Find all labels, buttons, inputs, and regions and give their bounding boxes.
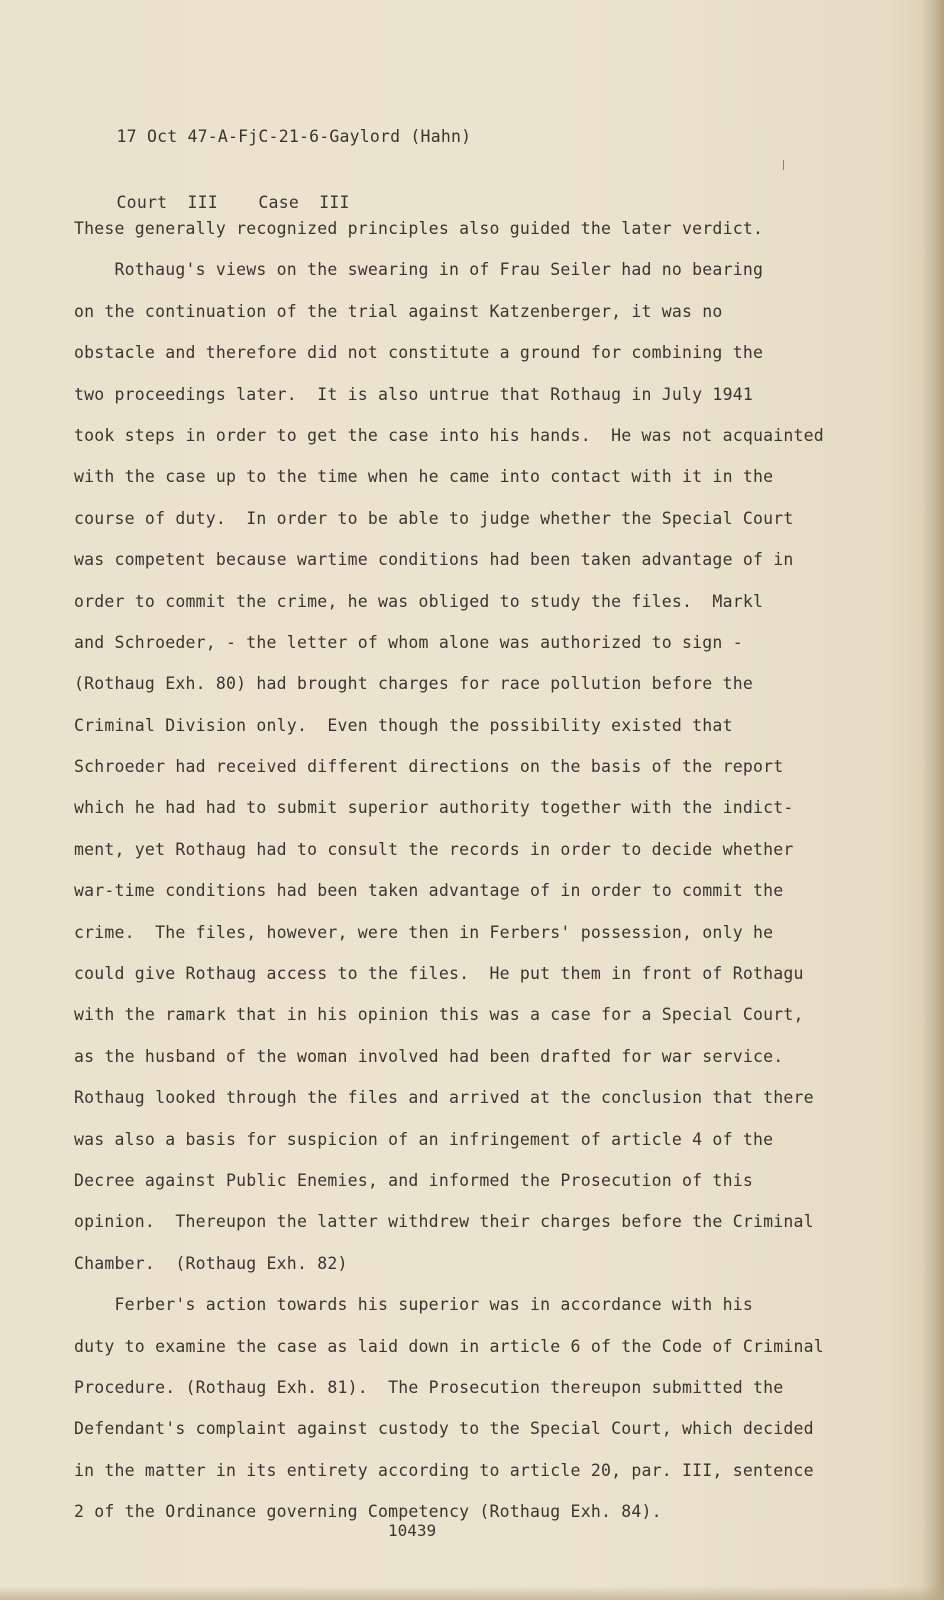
text-line: two proceedings later. It is also untrue that Rothaug in July 1941	[74, 384, 753, 404]
text-line: Rothaug's views on the swearing in of Frau Seiler had no bearing	[74, 260, 764, 280]
text-line: was also a basis for suspicion of an infringement of article 4 of the	[74, 1129, 774, 1149]
text-line: Defendant's complaint against custody to the Special Court, which decided	[74, 1419, 814, 1439]
text-line: order to commit the crime, he was obliged to study the files. Markl	[74, 591, 764, 611]
text-line: Criminal Division only. Even though the possibility existed that	[74, 715, 733, 735]
text-line: Rothaug looked through the files and arrived at the conclusion that there	[74, 1088, 814, 1108]
page-number: 10439	[388, 1521, 437, 1540]
text-line: which he had had to submit superior authority together with the indict-	[74, 798, 794, 818]
header-court-case-line: Court III Case III	[116, 193, 350, 212]
text-line: with the ramark that in his opinion this was a case for a Special Court,	[74, 1005, 804, 1025]
page-edge-shadow	[922, 0, 944, 1600]
text-line: opinion. Thereupon the latter withdrew their charges before the Criminal	[74, 1212, 814, 1232]
text-line: course of duty. In order to be able to judge whether the Special Court	[74, 508, 794, 528]
text-line: with the case up to the time when he came into contact with it in the	[74, 467, 774, 487]
text-line: crime. The files, however, were then in Ferbers' possession, only he	[74, 922, 774, 942]
text-line: Chamber. (Rothaug Exh. 82)	[74, 1253, 348, 1273]
page-bottom-edge	[0, 1586, 944, 1600]
text-line: (Rothaug Exh. 80) had brought charges for race pollution before the	[74, 674, 753, 694]
stray-mark	[783, 160, 784, 170]
text-line: as the husband of the woman involved had been drafted for war service.	[74, 1046, 784, 1066]
text-line: and Schroeder, - the letter of whom alone was authorized to sign -	[74, 632, 743, 652]
body-text	[74, 208, 874, 1533]
text-line: Decree against Public Enemies, and informed the Prosecution of this	[74, 1170, 753, 1190]
text-line: Ferber's action towards his superior was in accordance with his	[74, 1295, 753, 1315]
text-line: was competent because wartime conditions had been taken advantage of in	[74, 550, 794, 570]
text-line: Schroeder had received different directions on the basis of the report	[74, 757, 784, 777]
text-line: could give Rothaug access to the files. He put them in front of Rothagu	[74, 964, 804, 984]
text-line: 2 of the Ordinance governing Competency (Rothaug Exh. 84).	[74, 1502, 662, 1522]
text-line: ment, yet Rothaug had to consult the records in order to decide whether	[74, 839, 794, 859]
text-line: duty to examine the case as laid down in article 6 of the Code of Criminal	[74, 1336, 824, 1356]
header-reference-line: 17 Oct 47-A-FjC-21-6-Gaylord (Hahn)	[116, 127, 472, 146]
text-line: took steps in order to get the case into his hands. He was not acquainted	[74, 425, 824, 445]
text-line: Procedure. (Rothaug Exh. 81). The Prosecution thereupon submitted the	[74, 1377, 784, 1397]
text-line: in the matter in its entirety according to article 20, par. III, sentence	[74, 1460, 814, 1480]
text-line: on the continuation of the trial against Katzenberger, it was no	[74, 301, 723, 321]
text-line: war-time conditions had been taken advantage of in order to commit the	[74, 881, 784, 901]
text-line: obstacle and therefore did not constitute a ground for combining the	[74, 343, 764, 363]
text-line: These generally recognized principles also guided the later verdict.	[74, 219, 764, 238]
